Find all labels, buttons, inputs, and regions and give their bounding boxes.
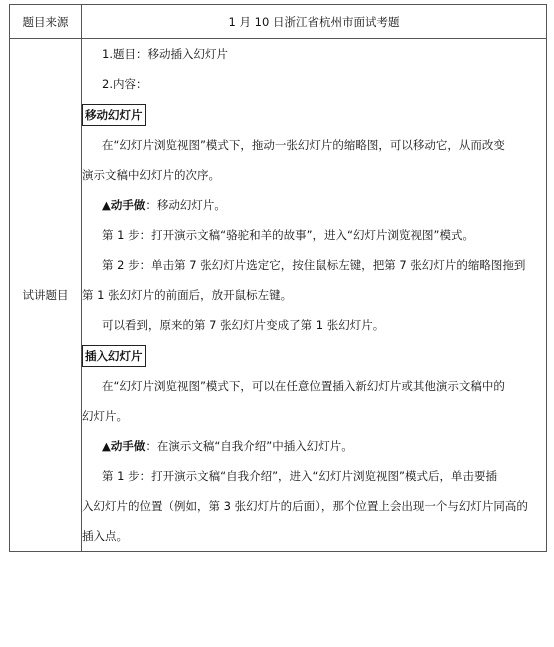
section-move-paragraph-line2: 演示文稿中幻灯片的次序。 xyxy=(82,168,220,182)
topic-label: 试讲题目 xyxy=(10,39,82,552)
topic-title: 1.题目：移动插入幻灯片 xyxy=(102,47,228,61)
exercise-text: ：移动幻灯片。 xyxy=(145,198,226,212)
section-insert-paragraph-line1: 在“幻灯片浏览视图”模式下，可以在任意位置插入新幻灯片或其他演示文稿中的 xyxy=(102,379,505,393)
section-move-title: 移动幻灯片 xyxy=(82,104,146,126)
exercise-label: ▲动手做 xyxy=(102,439,146,453)
section-insert-step1-line1: 第 1 步：打开演示文稿“自我介绍”，进入“幻灯片浏览视图”模式后，单击要插 xyxy=(102,469,497,483)
exam-table xyxy=(9,4,547,552)
section-move-exercise xyxy=(82,190,546,220)
exercise-label: ▲动手做 xyxy=(102,198,146,212)
section-move-paragraph-line1: 在“幻灯片浏览视图”模式下，拖动一张幻灯片的缩略图，可以移动它，从而改变 xyxy=(102,138,505,152)
topic-content xyxy=(82,39,547,552)
section-move-step2-line1: 第 2 步：单击第 7 张幻灯片选定它，按住鼠标左键，把第 7 张幻灯片的缩略图拖到 xyxy=(102,258,526,272)
section-move-result: 可以看到，原来的第 7 张幻灯片变成了第 1 张幻灯片。 xyxy=(102,318,385,332)
section-insert-step1-line3: 插入点。 xyxy=(82,529,128,543)
source-label: 题目来源 xyxy=(10,5,82,39)
section-move-step2-line2: 第 1 张幻灯片的前面后，放开鼠标左键。 xyxy=(82,288,293,302)
exercise-text: ：在演示文稿“自我介绍”中插入幻灯片。 xyxy=(145,439,353,453)
topic-row xyxy=(10,39,547,552)
section-move-step1: 第 1 步：打开演示文稿“骆驼和羊的故事”，进入“幻灯片浏览视图”模式。 xyxy=(102,228,474,242)
section-insert-paragraph-line2: 幻灯片。 xyxy=(82,409,128,423)
section-insert-step1-line2: 入幻灯片的位置（例如，第 3 张幻灯片的后面），那个位置上会出现一个与幻灯片同高的 xyxy=(82,499,528,513)
content-label: 2.内容： xyxy=(102,77,148,91)
section-insert-exercise xyxy=(82,431,546,461)
header-row xyxy=(10,5,547,39)
source-value: 1 月 10 日浙江省杭州市面试考题 xyxy=(82,5,547,39)
section-insert-title: 插入幻灯片 xyxy=(82,345,146,367)
